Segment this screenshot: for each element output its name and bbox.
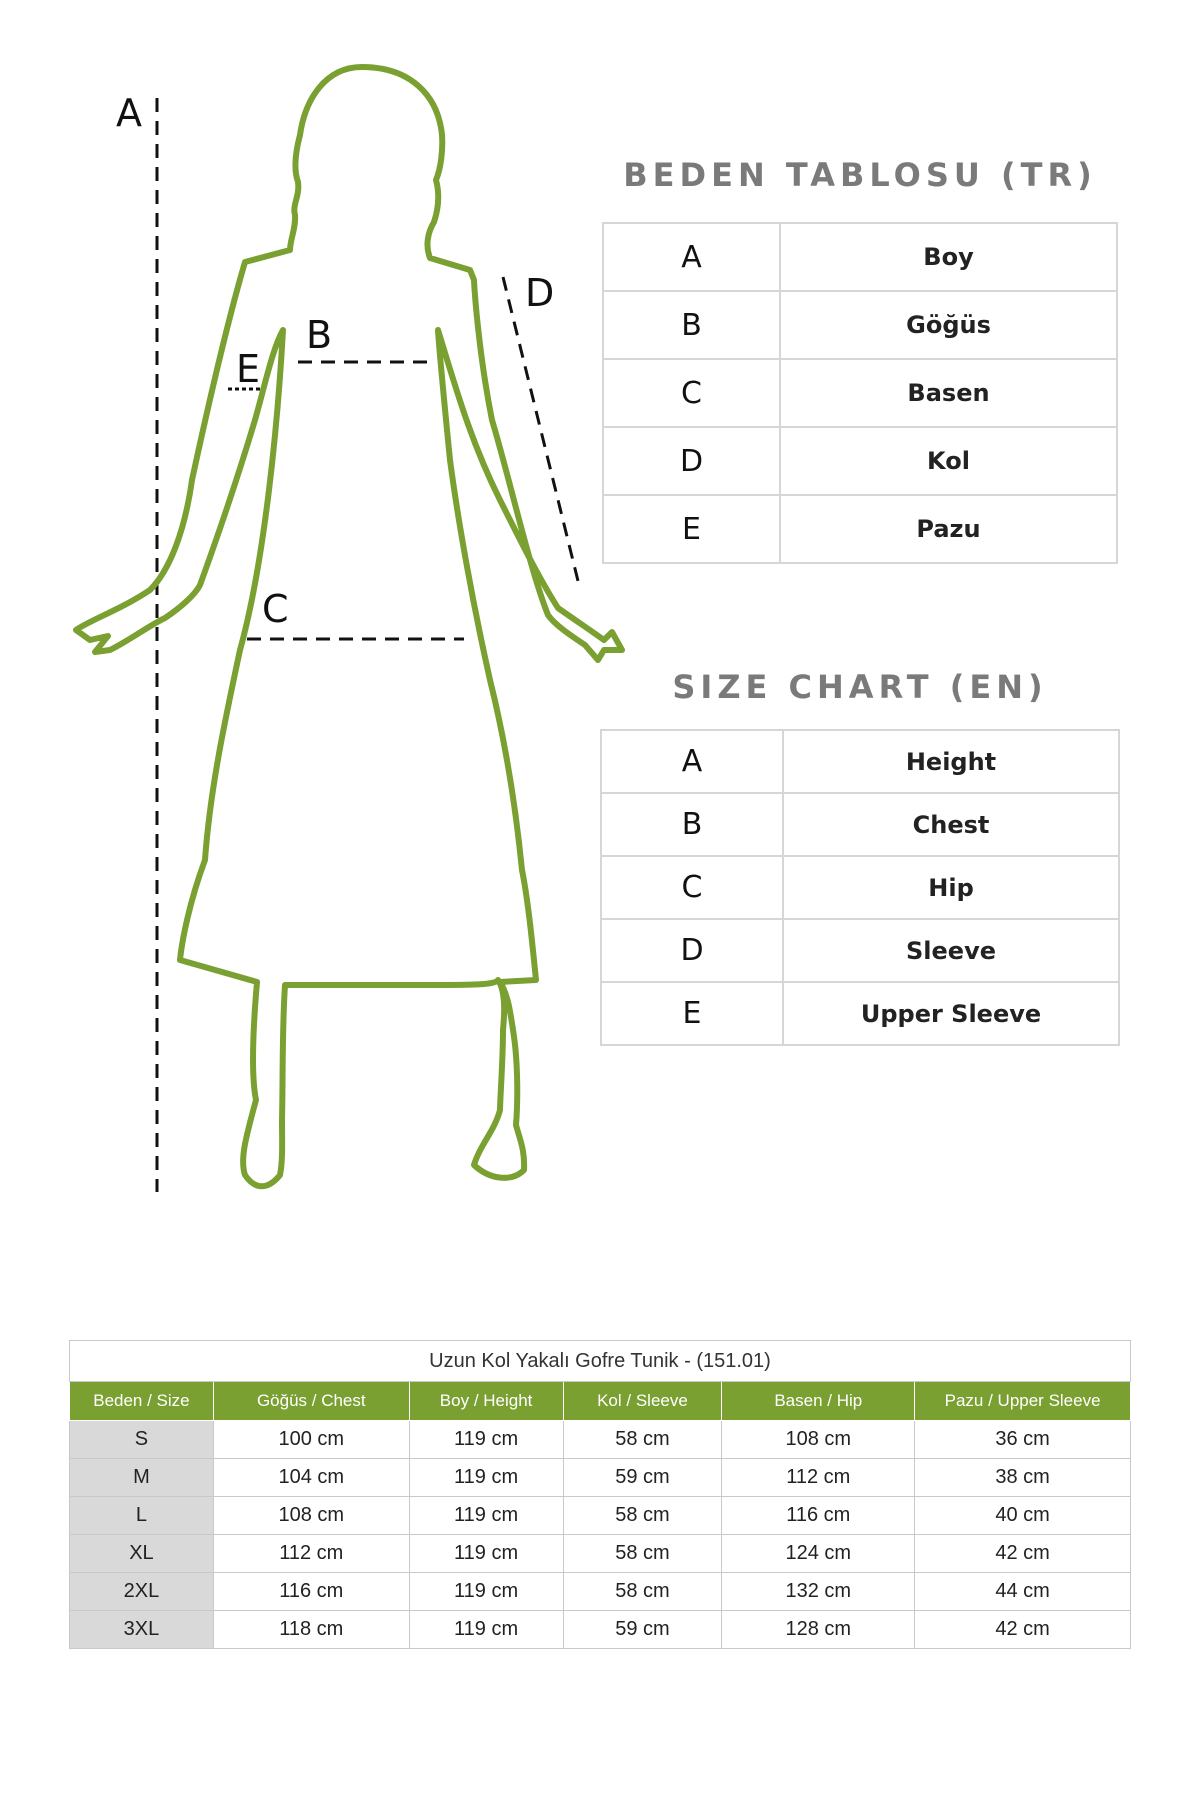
table-cell: 116 cm bbox=[213, 1573, 409, 1611]
label-e: E bbox=[236, 347, 261, 391]
legend-en-row bbox=[601, 856, 1119, 919]
table-cell: 59 cm bbox=[563, 1611, 722, 1649]
col-header-height: Boy / Height bbox=[409, 1382, 563, 1421]
table-cell: 36 cm bbox=[915, 1421, 1131, 1459]
legend-letter: C bbox=[601, 856, 783, 919]
table-row bbox=[70, 1535, 1131, 1573]
legend-name: Height bbox=[783, 730, 1119, 793]
legend-letter: A bbox=[601, 730, 783, 793]
table-header-row bbox=[70, 1382, 1131, 1421]
label-a: A bbox=[116, 91, 142, 135]
legend-letter: D bbox=[603, 427, 780, 495]
table-cell: 100 cm bbox=[213, 1421, 409, 1459]
label-c: C bbox=[262, 587, 289, 631]
table-cell: 42 cm bbox=[915, 1611, 1131, 1649]
table-row bbox=[70, 1573, 1131, 1611]
legend-en-row bbox=[601, 982, 1119, 1045]
table-cell: 104 cm bbox=[213, 1459, 409, 1497]
col-header-sleeve: Kol / Sleeve bbox=[563, 1382, 722, 1421]
col-header-chest: Göğüs / Chest bbox=[213, 1382, 409, 1421]
table-caption: Uzun Kol Yakalı Gofre Tunik - (151.01) bbox=[70, 1341, 1131, 1382]
table-cell: 58 cm bbox=[563, 1497, 722, 1535]
legend-tr-title: BEDEN TABLOSU (TR) bbox=[623, 156, 1097, 194]
legend-tr-row bbox=[603, 223, 1117, 291]
table-cell: 119 cm bbox=[409, 1535, 563, 1573]
table-cell: 42 cm bbox=[915, 1535, 1131, 1573]
legend-letter: B bbox=[601, 793, 783, 856]
table-cell: 119 cm bbox=[409, 1573, 563, 1611]
size-cell: M bbox=[70, 1459, 214, 1497]
table-row bbox=[70, 1611, 1131, 1649]
legend-en-table bbox=[600, 729, 1120, 1046]
table-cell: 108 cm bbox=[213, 1497, 409, 1535]
legend-tr-table bbox=[602, 222, 1118, 564]
legend-letter: A bbox=[603, 223, 780, 291]
col-header-size: Beden / Size bbox=[70, 1382, 214, 1421]
label-d: D bbox=[525, 271, 555, 315]
table-cell: 124 cm bbox=[722, 1535, 915, 1573]
size-cell: S bbox=[70, 1421, 214, 1459]
table-cell: 58 cm bbox=[563, 1573, 722, 1611]
table-cell: 112 cm bbox=[722, 1459, 915, 1497]
table-cell: 119 cm bbox=[409, 1497, 563, 1535]
legend-name: Chest bbox=[783, 793, 1119, 856]
size-cell: 2XL bbox=[70, 1573, 214, 1611]
legend-name: Göğüs bbox=[780, 291, 1117, 359]
table-cell: 44 cm bbox=[915, 1573, 1131, 1611]
table-cell: 128 cm bbox=[722, 1611, 915, 1649]
legend-tr-row bbox=[603, 427, 1117, 495]
legend-name: Hip bbox=[783, 856, 1119, 919]
legend-name: Sleeve bbox=[783, 919, 1119, 982]
legend-letter: C bbox=[603, 359, 780, 427]
legend-tr-row bbox=[603, 359, 1117, 427]
col-header-upper-sleeve: Pazu / Upper Sleeve bbox=[915, 1382, 1131, 1421]
legend-en-row bbox=[601, 793, 1119, 856]
table-cell: 58 cm bbox=[563, 1535, 722, 1573]
legend-name: Pazu bbox=[780, 495, 1117, 563]
table-cell: 40 cm bbox=[915, 1497, 1131, 1535]
size-cell: XL bbox=[70, 1535, 214, 1573]
size-cell: L bbox=[70, 1497, 214, 1535]
legend-letter: B bbox=[603, 291, 780, 359]
table-cell: 118 cm bbox=[213, 1611, 409, 1649]
table-cell: 108 cm bbox=[722, 1421, 915, 1459]
table-cell: 58 cm bbox=[563, 1421, 722, 1459]
table-row bbox=[70, 1459, 1131, 1497]
table-cell: 38 cm bbox=[915, 1459, 1131, 1497]
table-cell: 132 cm bbox=[722, 1573, 915, 1611]
legend-letter: E bbox=[601, 982, 783, 1045]
table-cell: 112 cm bbox=[213, 1535, 409, 1573]
size-cell: 3XL bbox=[70, 1611, 214, 1649]
measurement-figure bbox=[0, 0, 640, 1200]
col-header-hip: Basen / Hip bbox=[722, 1382, 915, 1421]
table-cell: 119 cm bbox=[409, 1611, 563, 1649]
table-row bbox=[70, 1497, 1131, 1535]
table-row bbox=[70, 1421, 1131, 1459]
table-cell: 119 cm bbox=[409, 1421, 563, 1459]
legend-letter: E bbox=[603, 495, 780, 563]
table-cell: 59 cm bbox=[563, 1459, 722, 1497]
legend-en-title: SIZE CHART (EN) bbox=[672, 668, 1048, 706]
legend-letter: D bbox=[601, 919, 783, 982]
legend-name: Boy bbox=[780, 223, 1117, 291]
table-cell: 119 cm bbox=[409, 1459, 563, 1497]
legend-tr-row bbox=[603, 495, 1117, 563]
legend-tr-row bbox=[603, 291, 1117, 359]
legend-en-row bbox=[601, 919, 1119, 982]
label-b: B bbox=[306, 313, 333, 357]
legend-name: Kol bbox=[780, 427, 1117, 495]
sleeve-line bbox=[503, 277, 579, 585]
table-cell: 116 cm bbox=[722, 1497, 915, 1535]
legend-en-row bbox=[601, 730, 1119, 793]
legend-name: Basen bbox=[780, 359, 1117, 427]
legend-name: Upper Sleeve bbox=[783, 982, 1119, 1045]
size-table bbox=[69, 1340, 1131, 1649]
